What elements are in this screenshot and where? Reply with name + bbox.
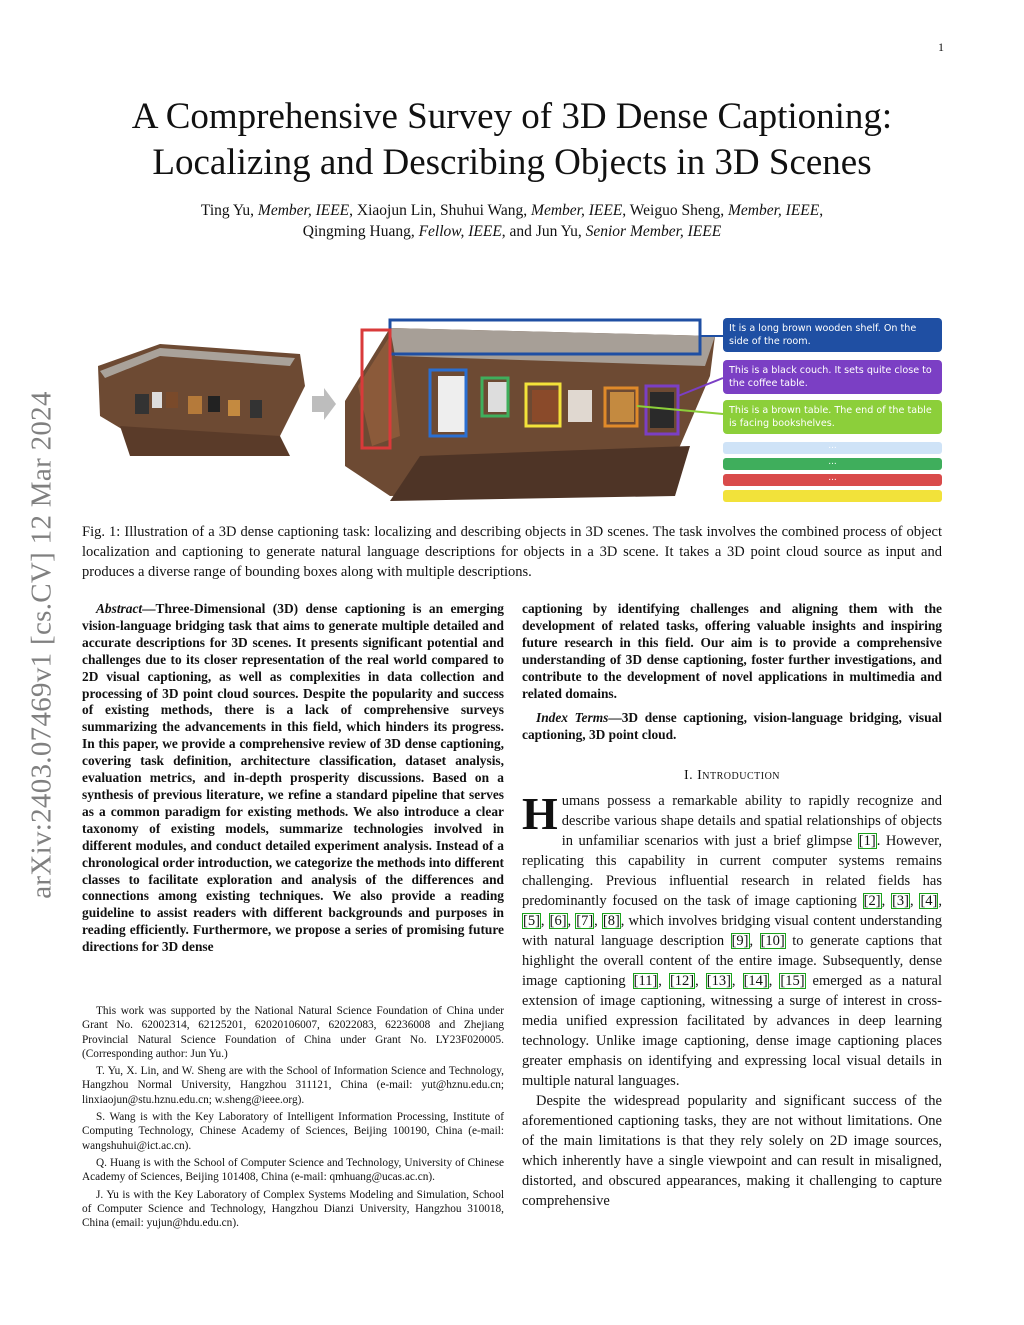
- citation-link[interactable]: [2]: [863, 893, 881, 909]
- description-strip: ...: [723, 442, 942, 454]
- section-title: Introduction: [697, 768, 781, 783]
- index-terms-label: Index Terms: [536, 710, 609, 725]
- citation-link[interactable]: [8]: [602, 913, 620, 929]
- footnote: S. Wang is with the Key Laboratory of Intelligent Information Processing, Institute of Computing Technology, Chinese Academy of Sciences, Beijing 100190, China (e-mail: wangshuhui@ict.ac.cn).: [82, 1111, 504, 1152]
- author-role: Member, IEEE: [257, 202, 350, 219]
- author-role: Member, IEEE: [531, 202, 623, 219]
- citation-link[interactable]: [10]: [760, 933, 785, 949]
- abstract-label: Abstract: [96, 601, 143, 616]
- author-list: Ting Yu, Member, IEEE, Xiaojun Lin, Shuhui Wang, Member, IEEE, Weiguo Sheng, Member, IEEE, Qingming Huang, Fellow, IEEE, and Jun Yu, Senior Member, IEEE: [200, 202, 824, 240]
- citation-link[interactable]: [3]: [892, 893, 909, 909]
- author-role: Fellow, IEEE: [418, 223, 502, 240]
- citation-link[interactable]: [12]: [669, 973, 695, 989]
- intro-text: , which involves bridging visual content understanding with natural language description: [522, 913, 943, 949]
- intro-paragraph: Humans possess a remarkable ability to rapidly recognize and describe various shape details and spatial relationships of objects in unfamiliar scenarios with just a brief glimpse [1]. However, replicating this capability in current computer systems remains challenging. Previous influential research in related fields has predominantly focused on the task of image captioning [2], [3], [4], [5], [6], [7], [8], which involves bridging visual content understanding with natural language description [9], [10] to generate captions that highlight the overall content of the entire image. Subsequently, dense image captioning [11], [12], [13], [14], [15] emerged as a natural extension of image captioning, witnessing a surge of interest in cross-media unified expression facilitated by advances in deep learning technology. Unlike image captioning, dense image captioning places greater emphasis on identifying and expressing local visual details in multiple natural languages.: [522, 788, 943, 1089]
- author-name: Jun Yu: [535, 223, 578, 240]
- title-line-1: A Comprehensive Survey of 3D Dense Captioning:: [131, 96, 893, 137]
- citation-link[interactable]: [7]: [576, 913, 594, 929]
- intro-text: to generate captions that highlight the overall content of the entire image. Subsequently, dense image captioning: [522, 933, 942, 989]
- index-terms-text: 3D dense captioning, vision-language bridging, visual captioning, 3D point cloud.: [522, 710, 942, 742]
- author-role: Member, IEEE: [727, 202, 820, 219]
- description-text: It is a long brown wooden shelf. On the side of the room.: [729, 323, 917, 347]
- index-terms-dash: —: [608, 710, 622, 725]
- drop-cap: H: [522, 788, 558, 839]
- arxiv-sidebar: [22, 345, 62, 945]
- citation-link[interactable]: [14]: [743, 973, 768, 989]
- section-heading: [522, 768, 942, 784]
- description-text: This is a brown table. The end of the table is facing bookshelves.: [729, 405, 932, 429]
- description-bubble: [723, 360, 942, 394]
- intro-text: . However, replicating this capability in current computer systems remains challenging. Previous influential research in related fields has predominantly focused on the task of image captioning: [522, 833, 943, 909]
- section-number: I.: [683, 768, 694, 783]
- arxiv-id: arXiv:2403.07469v1 [cs.CV] 12 Mar 2024: [25, 391, 58, 899]
- citation-link[interactable]: [13]: [706, 973, 731, 989]
- citation-link[interactable]: [1]: [858, 833, 876, 849]
- citation-link[interactable]: [9]: [731, 933, 749, 949]
- citation-link[interactable]: [4]: [920, 893, 938, 909]
- page-number: 1: [938, 40, 944, 54]
- description-strip: ...: [723, 474, 942, 486]
- intro-paragraph: Despite the widespread popularity and significant success of the aforementioned captioning tasks, they are not without limitations. One of the main limitations is that they rely solely on 2D image sources, which inherently have a single viewpoint and can result in misaligned, distorted, and obscured appearances, making it challenging to capture comprehensive: [522, 1093, 942, 1209]
- author-name: Ting Yu: [200, 202, 251, 219]
- intro-text: umans possess a remarkable ability to rapidly recognize and describe various shape details and spatial relationships of objects in unfamiliar scenarios with just a brief glimpse: [561, 793, 942, 849]
- introduction: [522, 788, 943, 1211]
- description-strip: ...: [723, 458, 942, 470]
- description-bubble: [723, 318, 942, 352]
- figure-caption: Fig. 1: Illustration of a 3D dense captioning task: localizing and describing objects in 3D scenes. The task involves the combined process of object localization and captioning to generate natural language descriptions for objects in a 3D scene. It takes a 3D point cloud source as input and produces a diverse range of bounding boxes along with multiple descriptions.: [82, 524, 942, 580]
- description-bubble: [723, 400, 942, 434]
- paper-title: [60, 94, 964, 186]
- abstract-continued: captioning by identifying challenges and aligning them with the development of related tasks, offering valuable insights and inspiring future research in this field. Our aim is to provide a comprehensive understanding of 3D dense captioning, foster further investigations, and contribute to the development of novel applications in multimedia and related domains.: [522, 601, 942, 701]
- footnote: This work was supported by the National Natural Science Foundation of China under Grant No. 62002314, 62125201, 62020106007, 62022083, 62236008 and Zhejiang Provincial Natural Science Foundation of China under Grant No. LY23F020005. (Corresponding author: Jun Yu.): [82, 1005, 504, 1060]
- author-name: Xiaojun Lin: [356, 202, 433, 219]
- author-name: Qingming Huang: [302, 223, 411, 240]
- footnote: T. Yu, X. Lin, and W. Sheng are with the School of Information Science and Technology, Hangzhou Normal University, Hangzhou 311121, China (e-mail: yut@hznu.edu.cn; linxiaojun@stu.hznu.edu.cn; w.sheng@ieee.org).: [82, 1065, 504, 1106]
- intro-text: emerged as a natural extension of image captioning, witnessing a surge of interest in cross-media unified expression facilitated by advances in deep learning technology. Unlike image captioning, dense image captioning places greater emphasis on identifying and expressing local visual details in multiple natural languages.: [522, 973, 943, 1089]
- abstract-dash: —: [142, 601, 156, 616]
- input-point-cloud: [98, 344, 305, 456]
- authors-connector: and: [509, 223, 532, 240]
- author-name: Weiguo Sheng: [629, 202, 721, 219]
- abstract: [82, 601, 504, 956]
- citation-link[interactable]: [6]: [549, 913, 567, 929]
- figure-1: [90, 296, 950, 506]
- index-terms: [522, 710, 942, 744]
- footnote: J. Yu is with the Key Laboratory of Complex Systems Modeling and Simulation, School of Computer Science and Technology, Hangzhou Dianzi University, Hangzhou 310018, China (email: yujun@hdu.edu.cn).: [82, 1188, 504, 1230]
- footnotes: [82, 1004, 504, 1233]
- author-role: Senior Member, IEEE: [585, 223, 722, 240]
- author-name: Shuhui Wang: [440, 202, 524, 219]
- arrow-icon: [312, 388, 336, 420]
- citation-link[interactable]: [11]: [633, 973, 658, 989]
- footnote: Q. Huang is with the School of Computer Science and Technology, University of Chinese Academy of Sciences, Beijing 101408, China (e-mail: qmhuang@ucas.ac.cn).: [82, 1156, 504, 1184]
- citation-link[interactable]: [5]: [523, 913, 540, 929]
- citation-link[interactable]: [15]: [780, 973, 805, 989]
- title-line-2: Localizing and Describing Objects in 3D Scenes: [152, 142, 872, 183]
- abstract-text: Three-Dimensional (3D) dense captioning is an emerging vision-language bridging task that aims to generate multiple detailed and accurate descriptions for 3D scenes. It presents significant potential and challenges due to its closer representation of the real world compared to 2D visual captioning, as well as complexities in data collection and processing of 3D point cloud sources. Despite the popularity and success of existing methods, there is a lack of comprehensive surveys summarizing the advancements in this field, which hinders its progress. In this paper, we provide a comprehensive review of 3D dense captioning, covering task definition, architecture classification, dataset analysis, evaluation metrics, and in-depth prosperity discussions. Based on a synthesis of previous literature, we refine a standard pipeline that serves as a common paradigm for existing methods. We also introduce a clear taxonomy of existing models, summarize technologies involved in different modules, and conduct detailed experiment analysis. Instead of a chronological order introduction, we categorize the methods into different classes to facilitate exploration and analysis of the differences and connections among existing techniques. We also provide a reading guideline to assist readers with different backgrounds and purposes in reading efficiently. Furthermore, we propose a series of promising future directions for 3D dense: [82, 601, 504, 955]
- description-strip: [723, 490, 942, 502]
- description-text: This is a black couch. It sets quite close to the coffee table.: [729, 365, 932, 389]
